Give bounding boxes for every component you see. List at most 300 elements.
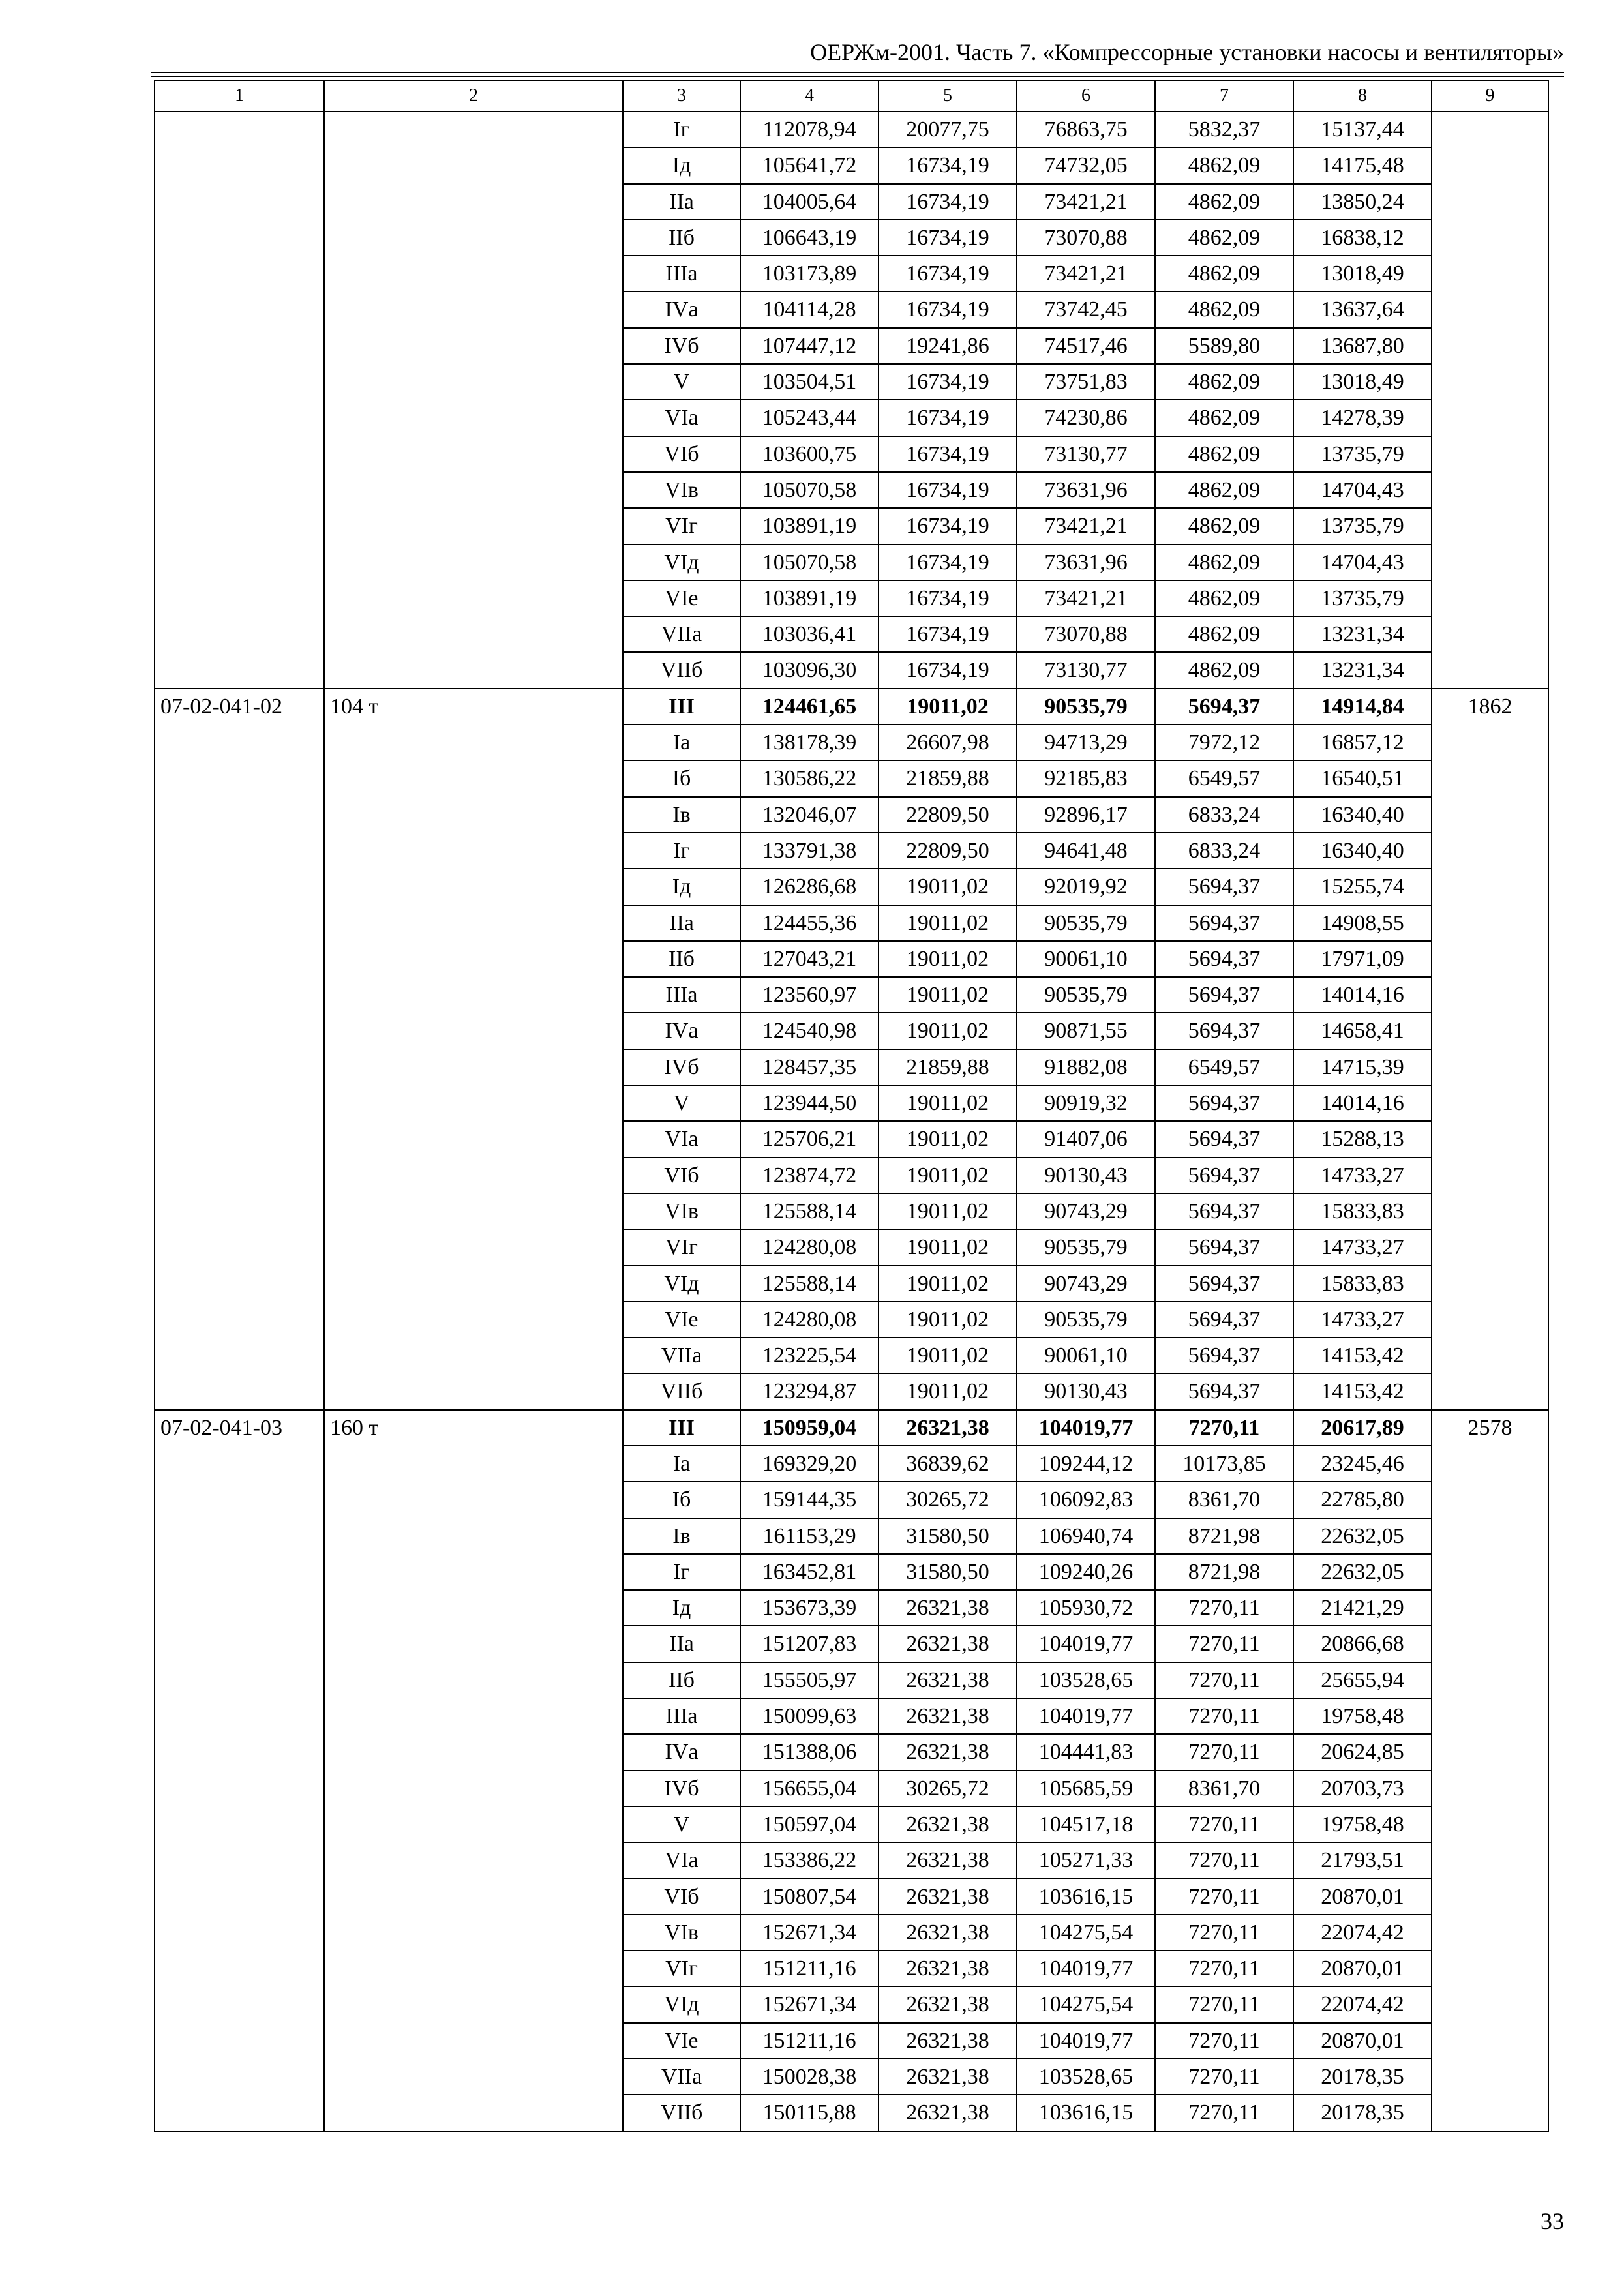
cell-name bbox=[324, 1085, 623, 1121]
cell-col9 bbox=[1432, 2023, 1548, 2059]
cell-col9 bbox=[1432, 1158, 1548, 1193]
cell-col4: 138178,39 bbox=[740, 725, 879, 760]
cell-col5: 30265,72 bbox=[879, 1771, 1017, 1806]
cell-col9 bbox=[1432, 2095, 1548, 2131]
cell-name bbox=[324, 797, 623, 833]
cell-col8: 14278,39 bbox=[1293, 400, 1432, 436]
cell-zone: Iб bbox=[623, 760, 740, 796]
cell-col7: 7270,11 bbox=[1155, 1626, 1293, 1662]
cell-col9 bbox=[1432, 1986, 1548, 2022]
cell-col8: 22632,05 bbox=[1293, 1554, 1432, 1590]
cell-name bbox=[324, 436, 623, 472]
cell-col9 bbox=[1432, 508, 1548, 544]
cell-zone: Iв bbox=[623, 797, 740, 833]
cell-col5: 19011,02 bbox=[879, 1229, 1017, 1265]
cell-code bbox=[155, 1698, 324, 1734]
table-row bbox=[155, 1229, 1548, 1265]
cell-col5: 19011,02 bbox=[879, 1266, 1017, 1302]
cell-col7: 7270,11 bbox=[1155, 1806, 1293, 1842]
cell-col8: 22074,42 bbox=[1293, 1915, 1432, 1951]
cell-name bbox=[324, 833, 623, 869]
cell-col9 bbox=[1432, 1446, 1548, 1482]
table-row bbox=[155, 1734, 1548, 1770]
cell-col9: 2578 bbox=[1432, 1410, 1548, 1446]
cell-code bbox=[155, 1085, 324, 1121]
cell-col4: 153386,22 bbox=[740, 1842, 879, 1878]
cell-col8: 20624,85 bbox=[1293, 1734, 1432, 1770]
cell-col6: 104019,77 bbox=[1017, 1698, 1155, 1734]
cell-name bbox=[324, 1626, 623, 1662]
cell-zone: VIIб bbox=[623, 2095, 740, 2131]
cell-code bbox=[155, 1193, 324, 1229]
cell-zone: IIб bbox=[623, 941, 740, 977]
column-number: 2 bbox=[324, 80, 623, 112]
cell-col9 bbox=[1432, 1734, 1548, 1770]
cell-col4: 169329,20 bbox=[740, 1446, 879, 1482]
cell-col6: 92896,17 bbox=[1017, 797, 1155, 833]
cell-col6: 104019,77 bbox=[1017, 1410, 1155, 1446]
cell-col7: 8361,70 bbox=[1155, 1482, 1293, 1518]
cell-zone: VIа bbox=[623, 400, 740, 436]
cell-col7: 6549,57 bbox=[1155, 760, 1293, 796]
cell-code bbox=[155, 869, 324, 905]
cell-col9 bbox=[1432, 2059, 1548, 2095]
table-row bbox=[155, 2059, 1548, 2095]
cell-col7: 5694,37 bbox=[1155, 1229, 1293, 1265]
cell-col6: 74517,46 bbox=[1017, 328, 1155, 364]
cell-name bbox=[324, 2023, 623, 2059]
cell-name bbox=[324, 1373, 623, 1409]
cell-code bbox=[155, 1734, 324, 1770]
table-row bbox=[155, 725, 1548, 760]
cell-col9 bbox=[1432, 112, 1548, 147]
cell-col8: 20703,73 bbox=[1293, 1771, 1432, 1806]
cell-col7: 7270,11 bbox=[1155, 1915, 1293, 1951]
cell-col4: 103891,19 bbox=[740, 580, 879, 616]
cell-code bbox=[155, 616, 324, 652]
cell-col6: 104441,83 bbox=[1017, 1734, 1155, 1770]
cell-zone: Iд bbox=[623, 147, 740, 183]
cell-col8: 21793,51 bbox=[1293, 1842, 1432, 1878]
cell-zone: VIд bbox=[623, 1986, 740, 2022]
cell-col6: 94641,48 bbox=[1017, 833, 1155, 869]
cell-col4: 105070,58 bbox=[740, 472, 879, 508]
cell-name bbox=[324, 1806, 623, 1842]
cell-name bbox=[324, 1302, 623, 1338]
cell-col7: 8721,98 bbox=[1155, 1518, 1293, 1554]
cell-col8: 14658,41 bbox=[1293, 1013, 1432, 1049]
cell-col4: 104114,28 bbox=[740, 292, 879, 327]
cell-col4: 150959,04 bbox=[740, 1410, 879, 1446]
cell-col6: 104275,54 bbox=[1017, 1915, 1155, 1951]
table-body bbox=[155, 80, 1548, 2131]
cell-col7: 5694,37 bbox=[1155, 689, 1293, 725]
cell-name bbox=[324, 580, 623, 616]
table-row bbox=[155, 1915, 1548, 1951]
cell-col7: 7270,11 bbox=[1155, 1951, 1293, 1986]
table-row bbox=[155, 869, 1548, 905]
cell-col8: 19758,48 bbox=[1293, 1806, 1432, 1842]
cell-col6: 73631,96 bbox=[1017, 472, 1155, 508]
cell-col8: 16340,40 bbox=[1293, 833, 1432, 869]
cell-col4: 124540,98 bbox=[740, 1013, 879, 1049]
cell-zone: Iа bbox=[623, 1446, 740, 1482]
cell-col8: 13231,34 bbox=[1293, 616, 1432, 652]
cell-col4: 103600,75 bbox=[740, 436, 879, 472]
cell-col7: 5694,37 bbox=[1155, 1158, 1293, 1193]
cell-name bbox=[324, 1590, 623, 1626]
cell-col4: 105641,72 bbox=[740, 147, 879, 183]
cell-col5: 19011,02 bbox=[879, 1193, 1017, 1229]
cell-col6: 106940,74 bbox=[1017, 1518, 1155, 1554]
cell-col6: 90743,29 bbox=[1017, 1193, 1155, 1229]
cell-col9 bbox=[1432, 1373, 1548, 1409]
cell-col9 bbox=[1432, 1915, 1548, 1951]
cell-col7: 7270,11 bbox=[1155, 2095, 1293, 2131]
table-row bbox=[155, 797, 1548, 833]
cell-name bbox=[324, 1554, 623, 1590]
cell-col7: 7270,11 bbox=[1155, 1410, 1293, 1446]
column-number: 1 bbox=[155, 80, 324, 112]
cell-zone: IVа bbox=[623, 292, 740, 327]
cell-col5: 16734,19 bbox=[879, 256, 1017, 292]
cell-code bbox=[155, 1554, 324, 1590]
cell-name bbox=[324, 292, 623, 327]
cell-col9 bbox=[1432, 1879, 1548, 1915]
table-row bbox=[155, 1193, 1548, 1229]
cell-col9 bbox=[1432, 1554, 1548, 1590]
cell-col8: 14733,27 bbox=[1293, 1302, 1432, 1338]
cell-code bbox=[155, 1662, 324, 1698]
table-row bbox=[155, 292, 1548, 327]
cell-col8: 16857,12 bbox=[1293, 725, 1432, 760]
cell-col6: 73421,21 bbox=[1017, 256, 1155, 292]
cell-col4: 112078,94 bbox=[740, 112, 879, 147]
cell-col8: 13637,64 bbox=[1293, 292, 1432, 327]
cell-col4: 161153,29 bbox=[740, 1518, 879, 1554]
cell-zone: VIа bbox=[623, 1842, 740, 1878]
cell-col5: 16734,19 bbox=[879, 292, 1017, 327]
cell-col5: 26321,38 bbox=[879, 1410, 1017, 1446]
cell-code bbox=[155, 1951, 324, 1986]
cell-col9 bbox=[1432, 905, 1548, 941]
cell-zone: IIб bbox=[623, 1662, 740, 1698]
cell-col6: 73421,21 bbox=[1017, 580, 1155, 616]
cell-zone: VIв bbox=[623, 1915, 740, 1951]
cell-col9 bbox=[1432, 400, 1548, 436]
cell-col8: 20870,01 bbox=[1293, 1951, 1432, 1986]
cell-zone: IIа bbox=[623, 905, 740, 941]
cell-col6: 103616,15 bbox=[1017, 1879, 1155, 1915]
cell-name bbox=[324, 1229, 623, 1265]
cell-col6: 105271,33 bbox=[1017, 1842, 1155, 1878]
cell-col7: 7270,11 bbox=[1155, 1590, 1293, 1626]
cell-col8: 20870,01 bbox=[1293, 2023, 1432, 2059]
cell-col5: 20077,75 bbox=[879, 112, 1017, 147]
cell-col5: 16734,19 bbox=[879, 580, 1017, 616]
table-row bbox=[155, 1410, 1548, 1446]
cell-col6: 90535,79 bbox=[1017, 905, 1155, 941]
table-row bbox=[155, 1951, 1548, 1986]
column-number: 3 bbox=[623, 80, 740, 112]
cell-col4: 130586,22 bbox=[740, 760, 879, 796]
cell-col6: 73421,21 bbox=[1017, 508, 1155, 544]
cell-col5: 31580,50 bbox=[879, 1518, 1017, 1554]
cell-col8: 20178,35 bbox=[1293, 2095, 1432, 2131]
table-row bbox=[155, 545, 1548, 580]
cell-col9 bbox=[1432, 760, 1548, 796]
cell-col8: 14175,48 bbox=[1293, 147, 1432, 183]
cell-code bbox=[155, 1338, 324, 1373]
cell-name bbox=[324, 1915, 623, 1951]
table-row bbox=[155, 472, 1548, 508]
cell-name bbox=[324, 364, 623, 400]
cell-name bbox=[324, 869, 623, 905]
cell-col6: 90130,43 bbox=[1017, 1158, 1155, 1193]
cell-code bbox=[155, 725, 324, 760]
cell-col7: 4862,09 bbox=[1155, 220, 1293, 256]
table-row bbox=[155, 220, 1548, 256]
cell-col7: 5694,37 bbox=[1155, 977, 1293, 1013]
table-row bbox=[155, 1518, 1548, 1554]
cell-col8: 13735,79 bbox=[1293, 436, 1432, 472]
cell-col5: 26321,38 bbox=[879, 1951, 1017, 1986]
cell-code bbox=[155, 220, 324, 256]
document-header-title: ОЕРЖм-2001. Часть 7. «Компрессорные установки насосы и вентиляторы» bbox=[810, 39, 1564, 65]
cell-col6: 90130,43 bbox=[1017, 1373, 1155, 1409]
cell-zone: VIв bbox=[623, 1193, 740, 1229]
cell-col5: 16734,19 bbox=[879, 400, 1017, 436]
cell-col9 bbox=[1432, 364, 1548, 400]
table-row bbox=[155, 256, 1548, 292]
cell-col7: 5694,37 bbox=[1155, 869, 1293, 905]
cell-code bbox=[155, 1771, 324, 1806]
cell-zone: IVб bbox=[623, 328, 740, 364]
cell-col8: 23245,46 bbox=[1293, 1446, 1432, 1482]
cell-name bbox=[324, 2059, 623, 2095]
cell-col6: 73742,45 bbox=[1017, 292, 1155, 327]
cell-col7: 5589,80 bbox=[1155, 328, 1293, 364]
cell-col4: 151211,16 bbox=[740, 2023, 879, 2059]
cell-col9 bbox=[1432, 1482, 1548, 1518]
price-table bbox=[154, 80, 1549, 2132]
cell-name bbox=[324, 941, 623, 977]
table-row bbox=[155, 1121, 1548, 1157]
cell-col6: 104275,54 bbox=[1017, 1986, 1155, 2022]
cell-col5: 16734,19 bbox=[879, 472, 1017, 508]
cell-col5: 26321,38 bbox=[879, 2059, 1017, 2095]
cell-name bbox=[324, 472, 623, 508]
cell-zone: VIIб bbox=[623, 652, 740, 688]
cell-col5: 16734,19 bbox=[879, 508, 1017, 544]
cell-col4: 156655,04 bbox=[740, 1771, 879, 1806]
cell-col4: 103504,51 bbox=[740, 364, 879, 400]
cell-col6: 91407,06 bbox=[1017, 1121, 1155, 1157]
cell-code bbox=[155, 1518, 324, 1554]
cell-col8: 20866,68 bbox=[1293, 1626, 1432, 1662]
cell-col9 bbox=[1432, 292, 1548, 327]
cell-col8: 19758,48 bbox=[1293, 1698, 1432, 1734]
cell-code bbox=[155, 1482, 324, 1518]
cell-name bbox=[324, 400, 623, 436]
cell-col8: 15137,44 bbox=[1293, 112, 1432, 147]
cell-zone: Iг bbox=[623, 112, 740, 147]
cell-col4: 125588,14 bbox=[740, 1193, 879, 1229]
cell-name bbox=[324, 725, 623, 760]
cell-col7: 7270,11 bbox=[1155, 2023, 1293, 2059]
cell-name bbox=[324, 1338, 623, 1373]
cell-code bbox=[155, 1049, 324, 1085]
cell-col8: 13231,34 bbox=[1293, 652, 1432, 688]
cell-col6: 90871,55 bbox=[1017, 1013, 1155, 1049]
cell-col4: 123944,50 bbox=[740, 1085, 879, 1121]
cell-col5: 16734,19 bbox=[879, 184, 1017, 220]
cell-code bbox=[155, 2023, 324, 2059]
table-row bbox=[155, 436, 1548, 472]
cell-name bbox=[324, 1662, 623, 1698]
cell-zone: IIIа bbox=[623, 1698, 740, 1734]
cell-col9 bbox=[1432, 1302, 1548, 1338]
cell-col8: 15255,74 bbox=[1293, 869, 1432, 905]
cell-col8: 13850,24 bbox=[1293, 184, 1432, 220]
cell-col5: 16734,19 bbox=[879, 616, 1017, 652]
cell-code bbox=[155, 977, 324, 1013]
cell-col9 bbox=[1432, 1013, 1548, 1049]
table-row bbox=[155, 1446, 1548, 1482]
table-row bbox=[155, 833, 1548, 869]
cell-col7: 5694,37 bbox=[1155, 1266, 1293, 1302]
cell-col8: 20178,35 bbox=[1293, 2059, 1432, 2095]
cell-col9 bbox=[1432, 1049, 1548, 1085]
cell-col9 bbox=[1432, 580, 1548, 616]
cell-col9: 1862 bbox=[1432, 689, 1548, 725]
cell-code bbox=[155, 1373, 324, 1409]
cell-col4: 159144,35 bbox=[740, 1482, 879, 1518]
cell-col4: 123294,87 bbox=[740, 1373, 879, 1409]
cell-col7: 7270,11 bbox=[1155, 1698, 1293, 1734]
cell-col5: 16734,19 bbox=[879, 652, 1017, 688]
cell-name bbox=[324, 1049, 623, 1085]
table-row bbox=[155, 1698, 1548, 1734]
cell-col5: 19241,86 bbox=[879, 328, 1017, 364]
cell-zone: IIа bbox=[623, 184, 740, 220]
cell-col9 bbox=[1432, 941, 1548, 977]
cell-col5: 19011,02 bbox=[879, 689, 1017, 725]
cell-zone: IIб bbox=[623, 220, 740, 256]
cell-col7: 8361,70 bbox=[1155, 1771, 1293, 1806]
cell-col6: 73130,77 bbox=[1017, 652, 1155, 688]
cell-zone: III bbox=[623, 1410, 740, 1446]
cell-col6: 109244,12 bbox=[1017, 1446, 1155, 1482]
cell-col6: 92185,83 bbox=[1017, 760, 1155, 796]
cell-col9 bbox=[1432, 833, 1548, 869]
table-row bbox=[155, 508, 1548, 544]
table-row bbox=[155, 112, 1548, 147]
cell-code bbox=[155, 833, 324, 869]
cell-code bbox=[155, 1229, 324, 1265]
table-row bbox=[155, 1482, 1548, 1518]
cell-col5: 26321,38 bbox=[879, 1698, 1017, 1734]
cell-col4: 152671,34 bbox=[740, 1915, 879, 1951]
cell-col5: 19011,02 bbox=[879, 1121, 1017, 1157]
table-row bbox=[155, 580, 1548, 616]
cell-zone: IIIа bbox=[623, 977, 740, 1013]
cell-zone: V bbox=[623, 1806, 740, 1842]
cell-col5: 26321,38 bbox=[879, 2095, 1017, 2131]
cell-col4: 150028,38 bbox=[740, 2059, 879, 2095]
cell-col9 bbox=[1432, 1121, 1548, 1157]
cell-col9 bbox=[1432, 1698, 1548, 1734]
cell-code bbox=[155, 1590, 324, 1626]
cell-name: 160 т bbox=[324, 1410, 623, 1446]
cell-zone: Iг bbox=[623, 833, 740, 869]
cell-col7: 7270,11 bbox=[1155, 2059, 1293, 2095]
cell-name bbox=[324, 184, 623, 220]
cell-col4: 103173,89 bbox=[740, 256, 879, 292]
cell-name bbox=[324, 652, 623, 688]
cell-col5: 19011,02 bbox=[879, 1013, 1017, 1049]
table-row bbox=[155, 1085, 1548, 1121]
cell-col5: 21859,88 bbox=[879, 760, 1017, 796]
cell-name bbox=[324, 256, 623, 292]
cell-zone: Iг bbox=[623, 1554, 740, 1590]
cell-col6: 73751,83 bbox=[1017, 364, 1155, 400]
cell-zone: IIIа bbox=[623, 256, 740, 292]
cell-col8: 14914,84 bbox=[1293, 689, 1432, 725]
table-row bbox=[155, 1158, 1548, 1193]
cell-col6: 90743,29 bbox=[1017, 1266, 1155, 1302]
cell-code bbox=[155, 580, 324, 616]
cell-col4: 123560,97 bbox=[740, 977, 879, 1013]
cell-zone: Iд bbox=[623, 1590, 740, 1626]
cell-zone: VIIа bbox=[623, 2059, 740, 2095]
cell-name bbox=[324, 545, 623, 580]
cell-name bbox=[324, 112, 623, 147]
cell-col8: 22632,05 bbox=[1293, 1518, 1432, 1554]
cell-zone: VIIа bbox=[623, 616, 740, 652]
cell-col9 bbox=[1432, 256, 1548, 292]
table-row bbox=[155, 760, 1548, 796]
cell-col6: 90535,79 bbox=[1017, 1302, 1155, 1338]
cell-col6: 105930,72 bbox=[1017, 1590, 1155, 1626]
cell-col7: 4862,09 bbox=[1155, 292, 1293, 327]
column-number: 9 bbox=[1432, 80, 1548, 112]
cell-col6: 90061,10 bbox=[1017, 1338, 1155, 1373]
cell-code bbox=[155, 941, 324, 977]
cell-col7: 7270,11 bbox=[1155, 1986, 1293, 2022]
cell-col6: 76863,75 bbox=[1017, 112, 1155, 147]
cell-code bbox=[155, 1302, 324, 1338]
cell-zone: IVа bbox=[623, 1013, 740, 1049]
cell-name bbox=[324, 1698, 623, 1734]
cell-col5: 31580,50 bbox=[879, 1554, 1017, 1590]
cell-col9 bbox=[1432, 472, 1548, 508]
cell-zone: VIе bbox=[623, 2023, 740, 2059]
cell-code bbox=[155, 112, 324, 147]
cell-name bbox=[324, 1879, 623, 1915]
cell-zone: V bbox=[623, 1085, 740, 1121]
cell-code bbox=[155, 2059, 324, 2095]
cell-col4: 163452,81 bbox=[740, 1554, 879, 1590]
cell-code bbox=[155, 652, 324, 688]
cell-col6: 104019,77 bbox=[1017, 2023, 1155, 2059]
header-rule bbox=[151, 72, 1564, 73]
cell-col9 bbox=[1432, 616, 1548, 652]
cell-col6: 105685,59 bbox=[1017, 1771, 1155, 1806]
cell-zone: VIб bbox=[623, 436, 740, 472]
cell-col4: 152671,34 bbox=[740, 1986, 879, 2022]
cell-col5: 26607,98 bbox=[879, 725, 1017, 760]
